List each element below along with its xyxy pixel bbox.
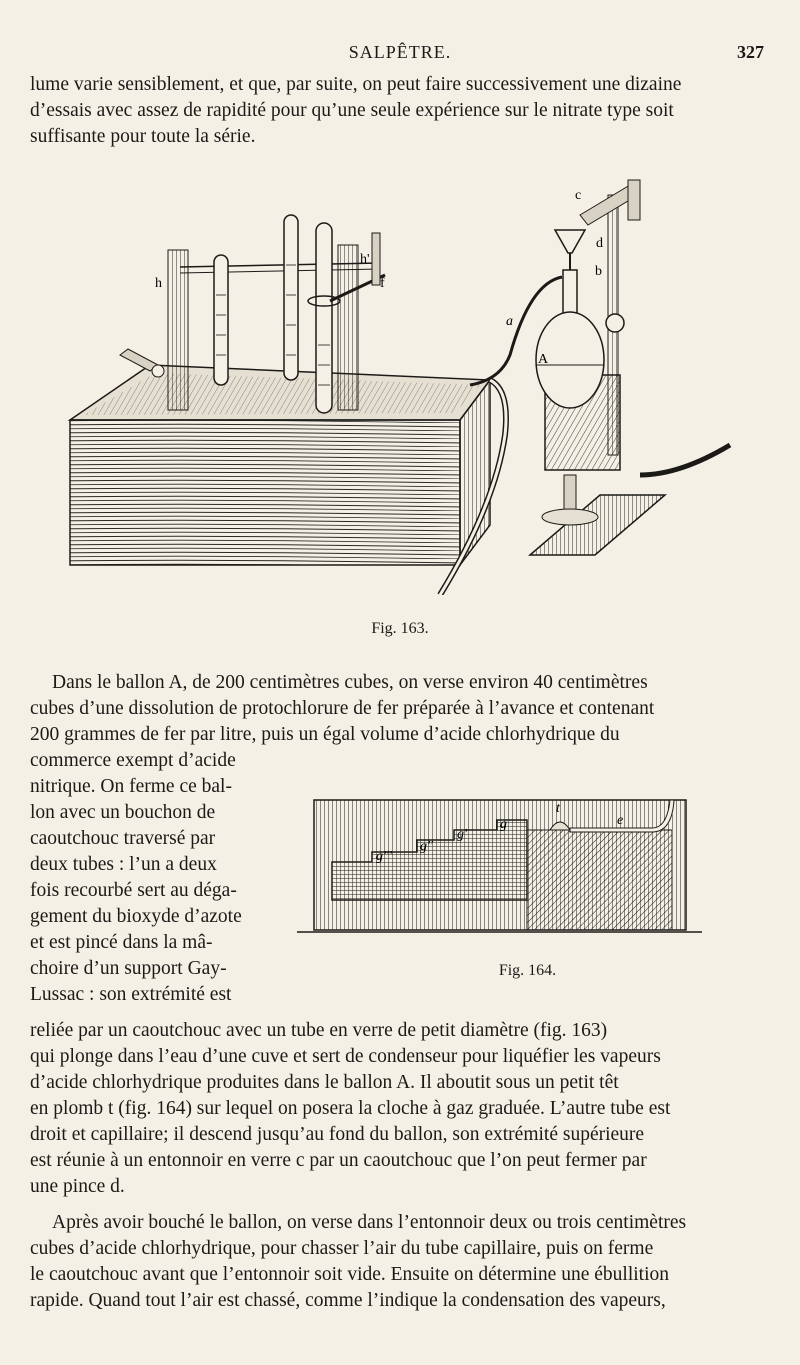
text-line: une pince d. xyxy=(30,1176,125,1197)
label-A: A xyxy=(538,352,549,367)
label-t: t xyxy=(556,801,560,816)
text-line: et est pincé dans la mâ- xyxy=(30,932,213,953)
text-line: lume varie sensiblement, et que, par suite, on peut faire successivement une dizaine xyxy=(30,74,682,95)
label-g1: g' xyxy=(457,827,467,842)
text-line: qui plonge dans l’eau d’une cuve et sert de condenseur pour liquéfier les vapeurs xyxy=(30,1046,661,1067)
text-line: d’essais avec assez de rapidité pour qu’une seule expérience sur le nitrate type soit xyxy=(30,100,674,121)
label-g3: g''' xyxy=(376,849,392,864)
paragraph-3 xyxy=(30,1018,765,1200)
text-line: choire d’un support Gay- xyxy=(30,958,227,979)
label-g2: g'' xyxy=(420,839,433,854)
running-header xyxy=(30,42,770,68)
text-line: nitrique. On ferme ce bal- xyxy=(30,776,232,797)
label-c: c xyxy=(575,188,582,203)
text-line: Dans le ballon A, de 200 centimètres cubes, on verse environ 40 centimètres xyxy=(52,672,648,693)
text-line: caoutchouc traversé par xyxy=(30,828,216,849)
label-h: h xyxy=(155,276,162,291)
text-line: commerce exempt d’acide xyxy=(30,750,236,771)
text-line: cubes d’acide chlorhydrique, pour chasser l’air du tube capillaire, puis on ferme xyxy=(30,1238,654,1259)
text-line: Lussac : son extrémité est xyxy=(30,984,232,1005)
text-line: le caoutchouc avant que l’entonnoir soit vide. Ensuite on détermine une ébullition xyxy=(30,1264,669,1285)
narrow-text-column xyxy=(30,774,268,1008)
text-line: est réunie à un entonnoir en verre c par un caoutchouc que l’on peut fermer par xyxy=(30,1150,647,1171)
text-line: gement du bioxyde d’azote xyxy=(30,906,242,927)
label-e: e xyxy=(617,813,624,828)
paragraph-1 xyxy=(30,72,765,150)
text-line: suffisante pour toute la série. xyxy=(30,126,256,147)
text-line: fois recourbé sert au déga- xyxy=(30,880,237,901)
label-b: b xyxy=(595,264,602,279)
label-h-prime: h' xyxy=(360,252,370,267)
paragraph-4 xyxy=(30,1210,765,1314)
text-line: deux tubes : l’un a deux xyxy=(30,854,217,875)
text-line: droit et capillaire; il descend jusqu’au fond du ballon, son extrémité supérieure xyxy=(30,1124,645,1145)
text-line: cubes d’une dissolution de protochlorure de fer préparée à l’avance et contenant xyxy=(30,698,655,719)
figure-163-caption: Fig. 163. xyxy=(371,620,429,637)
text-line: reliée par un caoutchouc avec un tube en verre de petit diamètre (fig. 163) xyxy=(30,1020,608,1041)
text-line: Après avoir bouché le ballon, on verse dans l’entonnoir deux ou trois centimètres xyxy=(52,1212,687,1233)
running-title: SALPÊTRE. xyxy=(348,42,452,62)
page-number: 327 xyxy=(737,42,764,62)
label-f: f xyxy=(380,276,385,291)
label-d: d xyxy=(596,236,603,251)
label-g: g xyxy=(500,817,507,832)
figure-164-cross-section xyxy=(292,790,767,940)
paragraph-2 xyxy=(30,670,765,774)
figure-164-caption: Fig. 164. xyxy=(498,962,557,979)
text-line: 200 grammes de fer par litre, puis un égal volume d’acide chlorhydrique du xyxy=(30,724,620,745)
text-line: lon avec un bouchon de xyxy=(30,802,216,823)
text-line: rapide. Quand tout l’air est chassé, comme l’indique la condensation des vapeurs, xyxy=(30,1290,666,1311)
text-line: en plomb t (fig. 164) sur lequel on posera la cloche à gaz graduée. L’autre tube est xyxy=(30,1098,671,1119)
text-line: d’acide chlorhydrique produites dans le ballon A. Il aboutit sous un petit têt xyxy=(30,1072,619,1093)
label-a: a xyxy=(506,314,513,329)
figure-163-apparatus xyxy=(40,175,740,595)
